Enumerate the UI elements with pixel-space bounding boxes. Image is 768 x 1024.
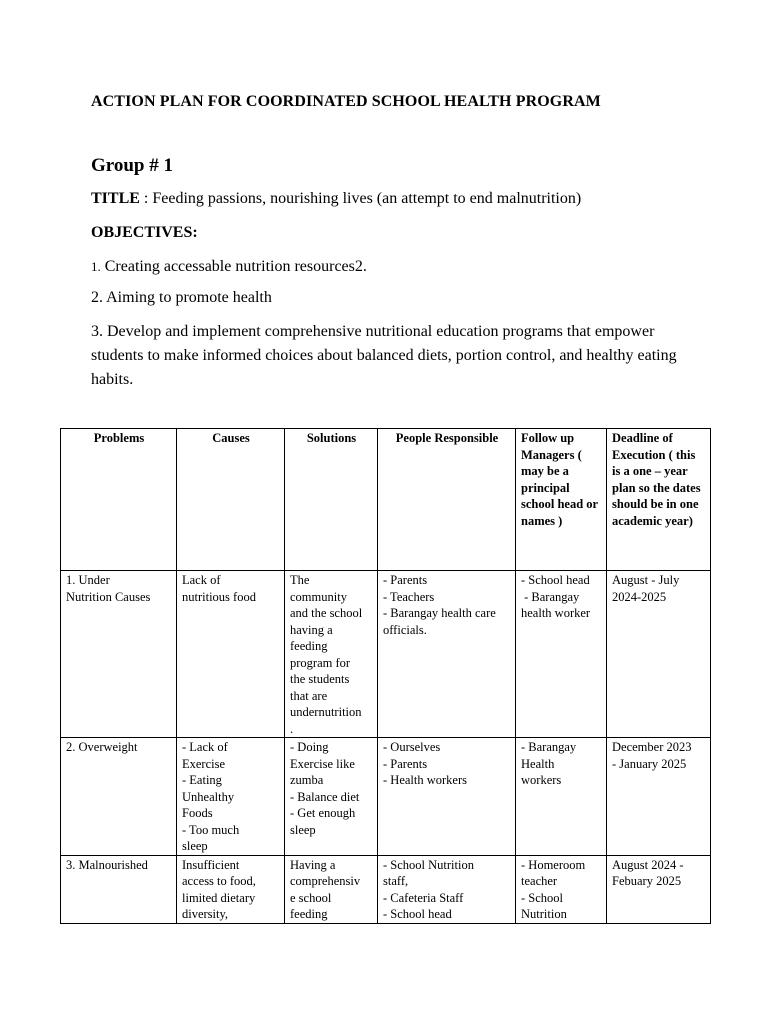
table-row xyxy=(61,571,711,738)
cell-line: Nutrition xyxy=(521,907,567,921)
cell-causes xyxy=(177,738,285,856)
cell-line: comprehensiv xyxy=(290,874,361,888)
cell-managers xyxy=(516,738,607,856)
cell-line: - Barangay xyxy=(521,740,577,754)
cell-line: Exercise like xyxy=(290,756,355,771)
cell-line: feeding xyxy=(290,639,328,653)
cell-line: diversity, xyxy=(182,907,229,921)
cell-line: - Ourselves xyxy=(383,740,441,754)
cell-line: limited dietary xyxy=(182,890,256,905)
group-label: Group # 1 xyxy=(91,155,174,176)
title-line xyxy=(91,190,581,208)
table-row xyxy=(61,738,711,856)
cell-deadline xyxy=(607,571,711,738)
cell-line: 3. Malnourished xyxy=(66,857,148,872)
objectives-label: OBJECTIVES: xyxy=(91,224,198,241)
cell-line: Health xyxy=(521,756,555,771)
header-problems: Problems xyxy=(61,429,177,571)
cell-line: officials. xyxy=(383,622,427,637)
cell-line: - Eating xyxy=(182,773,222,787)
cell-line: 1. Under xyxy=(66,573,110,587)
objective-1-text: Creating accessable nutrition resources2. xyxy=(100,258,367,275)
cell-managers xyxy=(516,855,607,923)
cell-deadline xyxy=(607,738,711,856)
cell-line: 2024-2025 xyxy=(612,589,667,604)
cell-line: 2. Overweight xyxy=(66,740,138,754)
cell-line: - Too much xyxy=(182,822,240,837)
cell-line: Exercise xyxy=(182,756,226,771)
table-header-row xyxy=(61,429,711,571)
cell-line: Nutrition Causes xyxy=(66,589,151,604)
cell-line: undernutrition xyxy=(290,705,362,719)
cell-line: community xyxy=(290,589,347,604)
header-follow-up-managers: Follow up Managers ( may be a principal school head or names ) xyxy=(516,429,607,571)
cell-line: zumba xyxy=(290,773,324,787)
cell-line: sleep xyxy=(290,822,316,837)
cell-line: . xyxy=(290,721,294,736)
title-label: TITLE xyxy=(91,190,140,207)
action-plan-table xyxy=(60,428,711,924)
cell-line: access to food, xyxy=(182,874,256,888)
table-row xyxy=(61,855,711,923)
cell-line: feeding xyxy=(290,907,328,921)
objective-2: 2. Aiming to promote health xyxy=(91,289,272,306)
cell-line: Insufficient xyxy=(182,857,240,872)
cell-line: Foods xyxy=(182,806,213,820)
cell-line: having a xyxy=(290,622,333,637)
cell-managers xyxy=(516,571,607,738)
cell-line: - School head xyxy=(383,907,452,921)
cell-problem xyxy=(61,571,177,738)
cell-line: sleep xyxy=(182,839,208,853)
cell-line: staff, xyxy=(383,874,409,888)
title-text: : Feeding passions, nourishing lives (an attempt to end malnutrition) xyxy=(139,190,582,207)
cell-solutions xyxy=(285,855,378,923)
cell-line: - Barangay xyxy=(521,589,580,604)
cell-line: - Health workers xyxy=(383,773,467,787)
cell-line: - Balance diet xyxy=(290,789,360,804)
header-causes: Causes xyxy=(177,429,285,571)
cell-line: Unhealthy xyxy=(182,789,235,804)
cell-line: nutritious food xyxy=(182,589,256,604)
cell-line: e school xyxy=(290,890,332,905)
cell-line: - Homeroom xyxy=(521,857,586,872)
objective-3: 3. Develop and implement comprehensive nutritional education programs that empower students to make informed choices about balanced diets, portion control, and healthy eating habits. xyxy=(91,323,677,388)
cell-line: Febuary 2025 xyxy=(612,874,682,888)
cell-line: - Cafeteria Staff xyxy=(383,890,464,905)
cell-people xyxy=(378,571,516,738)
cell-line: - School head xyxy=(521,573,590,587)
cell-causes xyxy=(177,571,285,738)
cell-line: workers xyxy=(521,773,562,787)
cell-line: Lack of xyxy=(182,573,221,587)
cell-line: - Teachers xyxy=(383,589,435,604)
cell-line: the students xyxy=(290,672,350,686)
cell-line: - January 2025 xyxy=(612,756,687,771)
cell-line: - Get enough xyxy=(290,806,356,820)
header-people-responsible: People Responsible xyxy=(378,429,516,571)
cell-people xyxy=(378,855,516,923)
cell-line: - Parents xyxy=(383,756,428,771)
cell-line: - School Nutrition xyxy=(383,857,474,872)
cell-line: - Parents xyxy=(383,573,428,587)
cell-problem xyxy=(61,738,177,856)
cell-line: that are xyxy=(290,688,328,703)
cell-line: - Barangay health care xyxy=(383,606,496,620)
cell-line: December 2023 xyxy=(612,740,692,754)
cell-solutions xyxy=(285,738,378,856)
header-solutions: Solutions xyxy=(285,429,378,571)
cell-line: health worker xyxy=(521,606,591,620)
cell-line: August 2024 - xyxy=(612,857,684,872)
cell-line: teacher xyxy=(521,874,558,888)
cell-causes xyxy=(177,855,285,923)
document-heading: ACTION PLAN FOR COORDINATED SCHOOL HEALTH PROGRAM xyxy=(91,93,601,110)
cell-line: The xyxy=(290,573,310,587)
objective-1-number: 1. xyxy=(91,259,101,274)
cell-deadline xyxy=(607,855,711,923)
cell-line: August - July xyxy=(612,573,680,587)
cell-line: and the school xyxy=(290,606,363,620)
cell-line: - Lack of xyxy=(182,740,228,754)
header-deadline: Deadline of Execution ( this is a one – year plan so the dates should be in one academic year) xyxy=(607,429,711,571)
cell-line: program for xyxy=(290,655,351,670)
cell-people xyxy=(378,738,516,856)
cell-line: - School xyxy=(521,890,564,905)
cell-problem xyxy=(61,855,177,923)
cell-line: - Doing xyxy=(290,740,329,754)
objective-1 xyxy=(91,255,691,279)
cell-line: Having a xyxy=(290,857,336,872)
cell-solutions xyxy=(285,571,378,738)
